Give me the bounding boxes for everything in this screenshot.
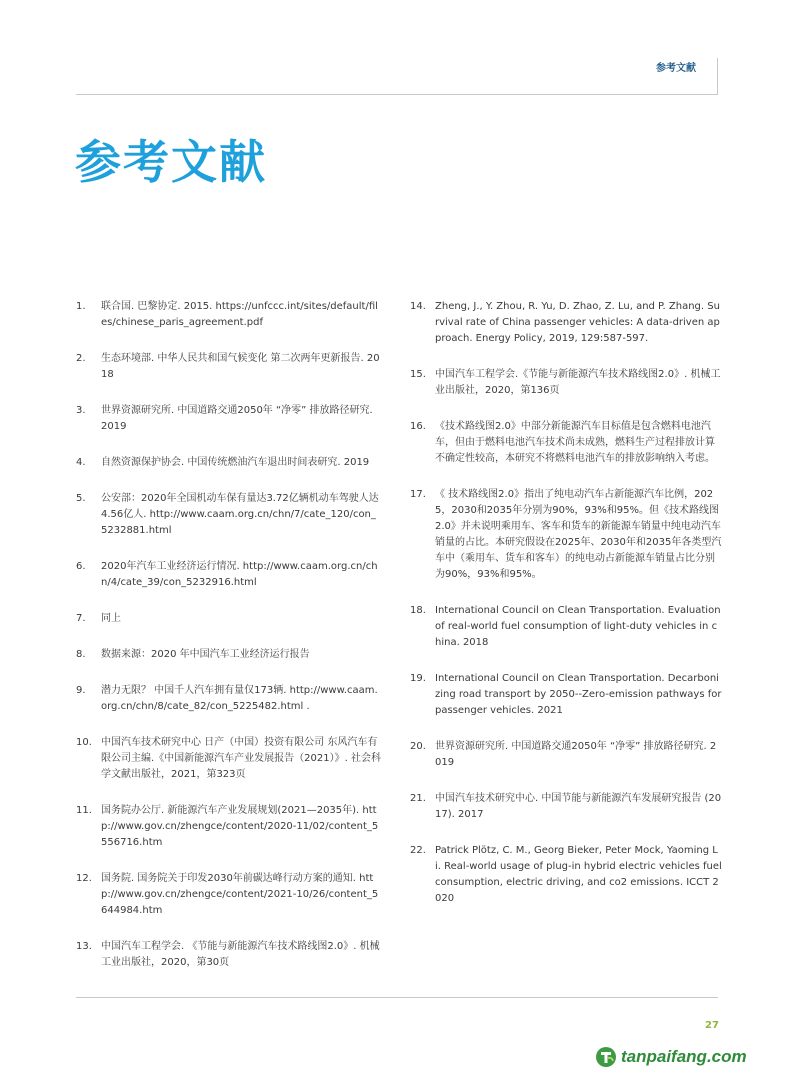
reference-item [76,299,381,331]
reference-number: 6. [76,561,86,572]
reference-number: 17. [410,489,426,500]
reference-number: 9. [76,685,86,696]
reference-text: 联合国. 巴黎协定. 2015. https://unfccc.int/sites/default/files/chinese_paris_agreement.pdf [101,301,378,328]
reference-text: 《 技术路线图2.0》指出了纯电动汽车占新能源汽车比例，2025，2030和2035年分别为90%，93%和95%。但《技术路线图2.0》并未说明乘用车、客车和货车的新能源车销量中纯电动汽车销量的占比。本研究假设在2025年、2030年和2035年各类型汽车中（乘用车、货车和客车）的纯电动占新能源车销量占比分别为90%，93%和95%。 [435,489,722,580]
reference-text: 同上 [101,613,121,624]
reference-item [76,647,381,663]
reference-text: 公安部：2020年全国机动车保有量达3.72亿辆机动车驾驶人达4.56亿人. http://www.caam.org.cn/chn/7/cate_120/con_5232881.html [101,493,379,536]
header-divider [76,94,718,95]
reference-item [76,939,381,971]
reference-number: 4. [76,457,86,468]
reference-number: 11. [76,805,92,816]
reference-number: 10. [76,737,92,748]
reference-item [76,403,381,435]
tanpaifang-logo-icon [595,1046,617,1068]
references-left-column [76,299,381,971]
reference-item [410,299,722,347]
reference-number: 16. [410,421,426,432]
reference-item [410,791,722,823]
references-right-column [410,299,722,907]
reference-text: 潜力无限？ 中国千人汽车拥有量仅173辆. http://www.caam.org.cn/chn/8/cate_82/con_5225482.html . [101,685,378,712]
reference-number: 20. [410,741,426,752]
reference-number: 3. [76,405,86,416]
reference-text: Patrick Plötz, C. M., Georg Bieker, Peter Mock, Yaoming Li. Real-world usage of plug-in hybrid electric vehicles fuel consumption, electric driving, and co2 emissions. ICCT 2020 [435,845,722,904]
reference-number: 22. [410,845,426,856]
reference-text: 中国汽车技术研究中心 日产（中国）投资有限公司 东风汽车有限公司主编.《中国新能源汽车产业发展报告（2021）》. 社会科学文献出版社，2021，第323页 [101,737,381,780]
reference-item [410,843,722,907]
reference-text: 中国汽车工程学会. 《节能与新能源汽车技术路线图2.0》. 机械工业出版社，2020，第30页 [101,941,380,968]
reference-number: 18. [410,605,426,616]
reference-item [76,803,381,851]
reference-number: 15. [410,369,426,380]
reference-text: 《技术路线图2.0》中部分新能源汽车目标值是包含燃料电池汽车，但由于燃料电池汽车技术尚未成熟，燃料生产过程排放计算不确定性较高，本研究不将燃料电池汽车的排放影响纳入考虑。 [435,421,715,464]
header-section-label: 参考文献 [656,63,696,74]
reference-number: 1. [76,301,86,312]
header-vertical-divider [717,58,718,95]
page-number: 27 [705,1020,719,1031]
reference-item [76,351,381,383]
reference-number: 12. [76,873,92,884]
reference-text: 中国汽车工程学会.《节能与新能源汽车技术路线图2.0》. 机械工业出版社，2020，第136页 [435,369,721,396]
reference-item [410,739,722,771]
reference-text: International Council on Clean Transportation. Decarbonizing road transport by 2050--Zero-emission pathways for passenger vehicles. 2021 [435,673,722,716]
footer-divider [76,997,718,998]
watermark-text: tanpaifang.com [621,1047,747,1066]
reference-item [76,871,381,919]
reference-number: 19. [410,673,426,684]
reference-item [76,455,381,471]
reference-item [76,611,381,627]
reference-text: 国务院办公厅. 新能源汽车产业发展规划(2021—2035年). http://www.gov.cn/zhengce/content/2020-11/02/content_5556716.htm [101,805,379,848]
reference-item [76,491,381,539]
reference-text: 世界资源研究所. 中国道路交通2050年 “净零” 排放路径研究. 2019 [101,405,373,432]
reference-number: 5. [76,493,86,504]
reference-item [410,603,722,651]
reference-text: International Council on Clean Transportation. Evaluation of real-world fuel consumption of light-duty vehicles in china. 2018 [435,605,721,648]
reference-item [410,419,722,467]
reference-text: 数据来源：2020 年中国汽车工业经济运行报告 [101,649,310,660]
reference-number: 21. [410,793,426,804]
reference-text: 2020年汽车工业经济运行情况. http://www.caam.org.cn/chn/4/cate_39/con_5232916.html [101,561,378,588]
page-title: 参考文献 [75,135,267,189]
reference-item [410,487,722,583]
reference-number: 14. [410,301,426,312]
reference-item [410,671,722,719]
watermark [595,1046,747,1068]
reference-item [76,559,381,591]
reference-text: 生态环境部. 中华人民共和国气候变化 第二次两年更新报告. 2018 [101,353,380,380]
reference-number: 13. [76,941,92,952]
reference-number: 2. [76,353,86,364]
reference-item [76,683,381,715]
reference-text: 国务院. 国务院关于印发2030年前碳达峰行动方案的通知. http://www.gov.cn/zhengce/content/2021-10/26/content_5644984.htm [101,873,379,916]
reference-item [410,367,722,399]
reference-item [76,735,381,783]
reference-text: 世界资源研究所. 中国道路交通2050年 “净零” 排放路径研究. 2019 [435,741,717,768]
reference-number: 8. [76,649,86,660]
reference-number: 7. [76,613,86,624]
reference-text: Zheng, J., Y. Zhou, R. Yu, D. Zhao, Z. Lu, and P. Zhang. Survival rate of China passenger vehicles: A data-driven approach. Energy Policy, 2019, 129:587-597. [435,301,720,344]
reference-text: 自然资源保护协会. 中国传统燃油汽车退出时间表研究. 2019 [101,457,370,468]
reference-text: 中国汽车技术研究中心. 中国节能与新能源汽车发展研究报告 (2017). 2017 [435,793,722,820]
